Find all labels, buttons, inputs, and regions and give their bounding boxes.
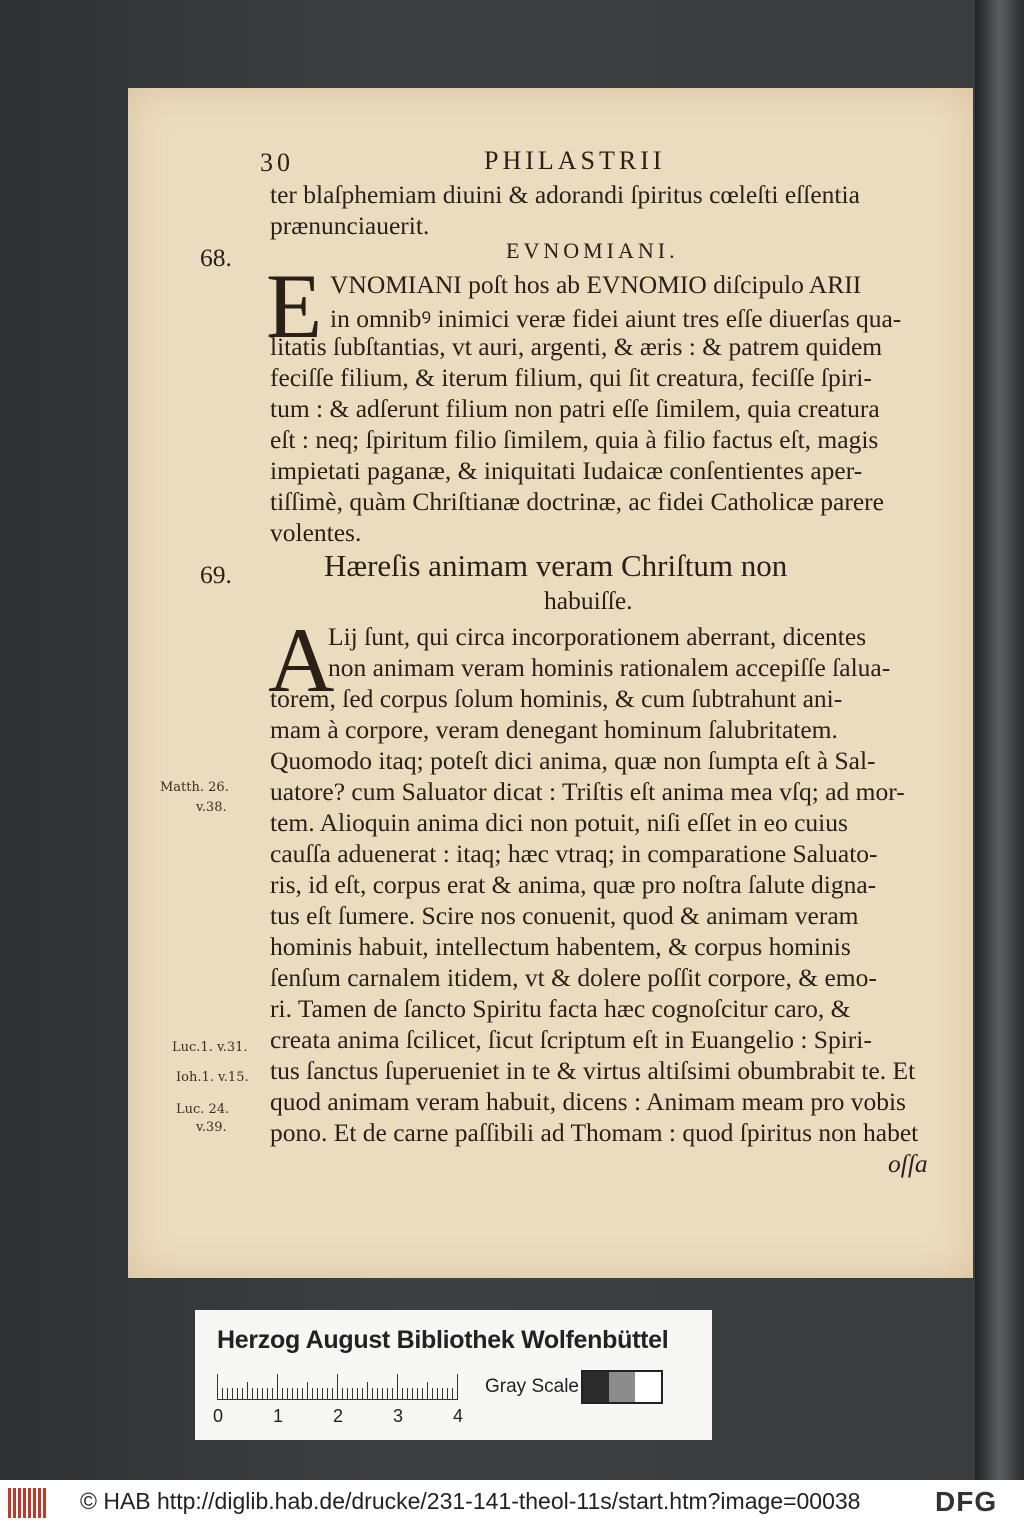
ruler-tick	[317, 1388, 318, 1400]
swatch-light	[635, 1372, 661, 1402]
ruler-tick	[417, 1388, 418, 1400]
text-line: tem. Alioquin anima dici non potuit, niſi eſſet in eo cuius	[270, 808, 848, 837]
text-line: tus eſt ſumere. Scire nos conuenit, quod & animam veram	[270, 901, 859, 930]
catalog-card	[195, 1310, 712, 1440]
section-heading: habuiſſe.	[544, 586, 633, 615]
margin-note: Ioh.1. v.15.	[176, 1070, 249, 1085]
ruler-tick	[307, 1382, 308, 1400]
ruler-tick	[272, 1388, 273, 1400]
ruler-tick	[242, 1388, 243, 1400]
text-line: litatis ſubſtantias, vt auri, argenti, & æris : & patrem quidem	[270, 332, 883, 361]
text-line: eſt : neq; ſpiritum filio ſimilem, quia à filio factus eſt, magis	[270, 425, 879, 454]
ruler-tick	[372, 1388, 373, 1400]
text-line: tum : & adſerunt filium non patri eſſe ſimilem, quia creatura	[270, 394, 880, 423]
ruler-tick	[282, 1388, 283, 1400]
ruler-tick	[247, 1382, 248, 1400]
section-number: 68.	[200, 243, 232, 272]
footer-bar	[0, 1480, 1024, 1526]
hab-logo-icon	[8, 1488, 48, 1518]
ruler-tick	[347, 1388, 348, 1400]
scale-ruler	[217, 1372, 467, 1400]
ruler-tick	[217, 1374, 218, 1400]
ruler-tick	[377, 1388, 378, 1400]
text-line: volentes.	[270, 518, 362, 547]
ruler-tick	[322, 1388, 323, 1400]
grayscale-swatches	[581, 1370, 663, 1404]
ruler-tick	[262, 1388, 263, 1400]
swatch-mid	[609, 1372, 635, 1402]
text-line: ris, id eſt, corpus erat & anima, quæ pro noſtra ſalute digna-	[270, 870, 877, 899]
book-page	[128, 88, 973, 1278]
ruler-tick	[257, 1388, 258, 1400]
ruler-tick	[437, 1388, 438, 1400]
text-line: cauſſa aduenerat : itaq; hæc vtraq; in comparatione Saluato-	[270, 839, 878, 868]
text-line: feciſſe filium, & iterum filium, qui ſit creatura, feciſſe ſpiri-	[270, 363, 872, 392]
text-line: prænunciauerit.	[270, 211, 430, 240]
drop-initial: A	[268, 609, 335, 711]
section-number: 69.	[200, 560, 232, 589]
text-line: ſenſum carnalem itidem, vt & dolere poſſit corpore, & emo-	[270, 963, 877, 992]
ruler-tick	[442, 1388, 443, 1400]
ruler-tick	[402, 1388, 403, 1400]
swatch-dark	[583, 1372, 609, 1402]
ruler-tick	[342, 1388, 343, 1400]
ruler-tick	[447, 1388, 448, 1400]
ruler-tick	[422, 1388, 423, 1400]
ruler-tick	[237, 1388, 238, 1400]
book-edge	[975, 0, 1024, 1480]
ruler-label: 1	[273, 1406, 284, 1426]
ruler-tick	[387, 1388, 388, 1400]
text-line: impietati paganæ, & iniquitati Iudaicæ conſentientes aper-	[270, 456, 863, 485]
ruler-tick	[222, 1388, 223, 1400]
ruler-label: 3	[393, 1406, 404, 1426]
text-line: ri. Tamen de ſancto Spiritu facta hæc cognoſcitur caro, &	[270, 994, 851, 1023]
page-number: 30	[260, 148, 294, 177]
ruler-tick	[457, 1374, 458, 1400]
ruler-tick	[297, 1388, 298, 1400]
ruler-tick	[367, 1382, 368, 1400]
text-line: mam à corpore, veram denegant hominum ſalubritatem.	[270, 715, 838, 744]
text-line: tus ſanctus ſuperueniet in te & virtus altiſsimi obumbrabit te. Et	[270, 1056, 916, 1085]
text-line: Quomodo itaq; poteſt dici anima, quæ non ſumpta eſt à Sal-	[270, 746, 876, 775]
ruler-label: 4	[453, 1406, 464, 1426]
ruler-tick	[452, 1388, 453, 1400]
text-line: VNOMIANI poſt hos ab EVNOMIO diſcipulo ARII	[330, 270, 862, 299]
text-line: in omnibꝰ inimici veræ fidei aiunt tres eſſe diuerſas qua-	[330, 304, 902, 333]
ruler-tick	[412, 1388, 413, 1400]
grayscale-label: Gray Scale	[485, 1376, 579, 1397]
margin-note: Luc.1. v.31.	[172, 1040, 248, 1055]
text-line: torem, ſed corpus ſolum hominis, & cum ſubtrahunt ani-	[270, 684, 843, 713]
text-line: Lij ſunt, qui circa incorporationem aberrant, dicentes	[328, 622, 867, 651]
ruler-label: 2	[333, 1406, 344, 1426]
ruler-tick	[267, 1388, 268, 1400]
ruler-tick	[352, 1388, 353, 1400]
ruler-tick	[277, 1374, 278, 1400]
text-line: pono. Et de carne paſſibili ad Thomam : quod ſpiritus non habet	[270, 1118, 919, 1147]
ruler-tick	[382, 1388, 383, 1400]
ruler-tick	[292, 1388, 293, 1400]
text-line: hominis habuit, intellectum habentem, & corpus hominis	[270, 932, 851, 961]
ruler-tick	[332, 1388, 333, 1400]
ruler-label: 0	[213, 1406, 224, 1426]
ruler-tick	[327, 1388, 328, 1400]
margin-note: v.39.	[196, 1120, 227, 1135]
ruler-tick	[252, 1388, 253, 1400]
ruler-tick	[397, 1374, 398, 1400]
catchword: oſſa	[888, 1149, 928, 1178]
running-title: PHILASTRII	[484, 146, 666, 175]
ruler-tick	[407, 1388, 408, 1400]
margin-note: Matth. 26.	[160, 780, 229, 795]
copyright-link[interactable]: © HAB http://diglib.hab.de/drucke/231-141-theol-11s/start.htm?image=00038	[80, 1488, 861, 1514]
section-heading: EVNOMIANI.	[506, 238, 679, 263]
section-heading: Hæreſis animam veram Chriſtum non	[324, 548, 788, 583]
ruler-tick	[287, 1388, 288, 1400]
ruler-tick	[427, 1382, 428, 1400]
dfg-logo: DFG	[935, 1486, 998, 1517]
ruler-tick	[337, 1374, 338, 1400]
text-line: tiſſimè, quàm Chriſtianæ doctrinæ, ac fidei Catholicæ parere	[270, 487, 884, 516]
text-line: ter blaſphemiam diuini & adorandi ſpiritus cœleſti eſſentia	[270, 180, 860, 209]
margin-note: Luc. 24.	[176, 1102, 230, 1117]
ruler-tick	[232, 1388, 233, 1400]
text-line: uatore? cum Saluator dicat : Triſtis eſt anima mea vſq; ad mor-	[270, 777, 905, 806]
text-line: quod animam veram habuit, dicens : Animam meam pro vobis	[270, 1087, 906, 1116]
text-line: non animam veram hominis rationalem accepiſſe ſalua-	[328, 653, 891, 682]
ruler-tick	[392, 1388, 393, 1400]
margin-note: v.38.	[196, 800, 227, 815]
library-name: Herzog August Bibliothek Wolfenbüttel	[217, 1326, 669, 1354]
ruler-tick	[302, 1388, 303, 1400]
drop-initial: E	[266, 255, 323, 357]
ruler-tick	[362, 1388, 363, 1400]
ruler-tick	[432, 1388, 433, 1400]
ruler-tick	[357, 1388, 358, 1400]
text-line: creata anima ſcilicet, ſicut ſcriptum eſt in Euangelio : Spiri-	[270, 1025, 872, 1054]
ruler-tick	[312, 1388, 313, 1400]
ruler-tick	[227, 1388, 228, 1400]
